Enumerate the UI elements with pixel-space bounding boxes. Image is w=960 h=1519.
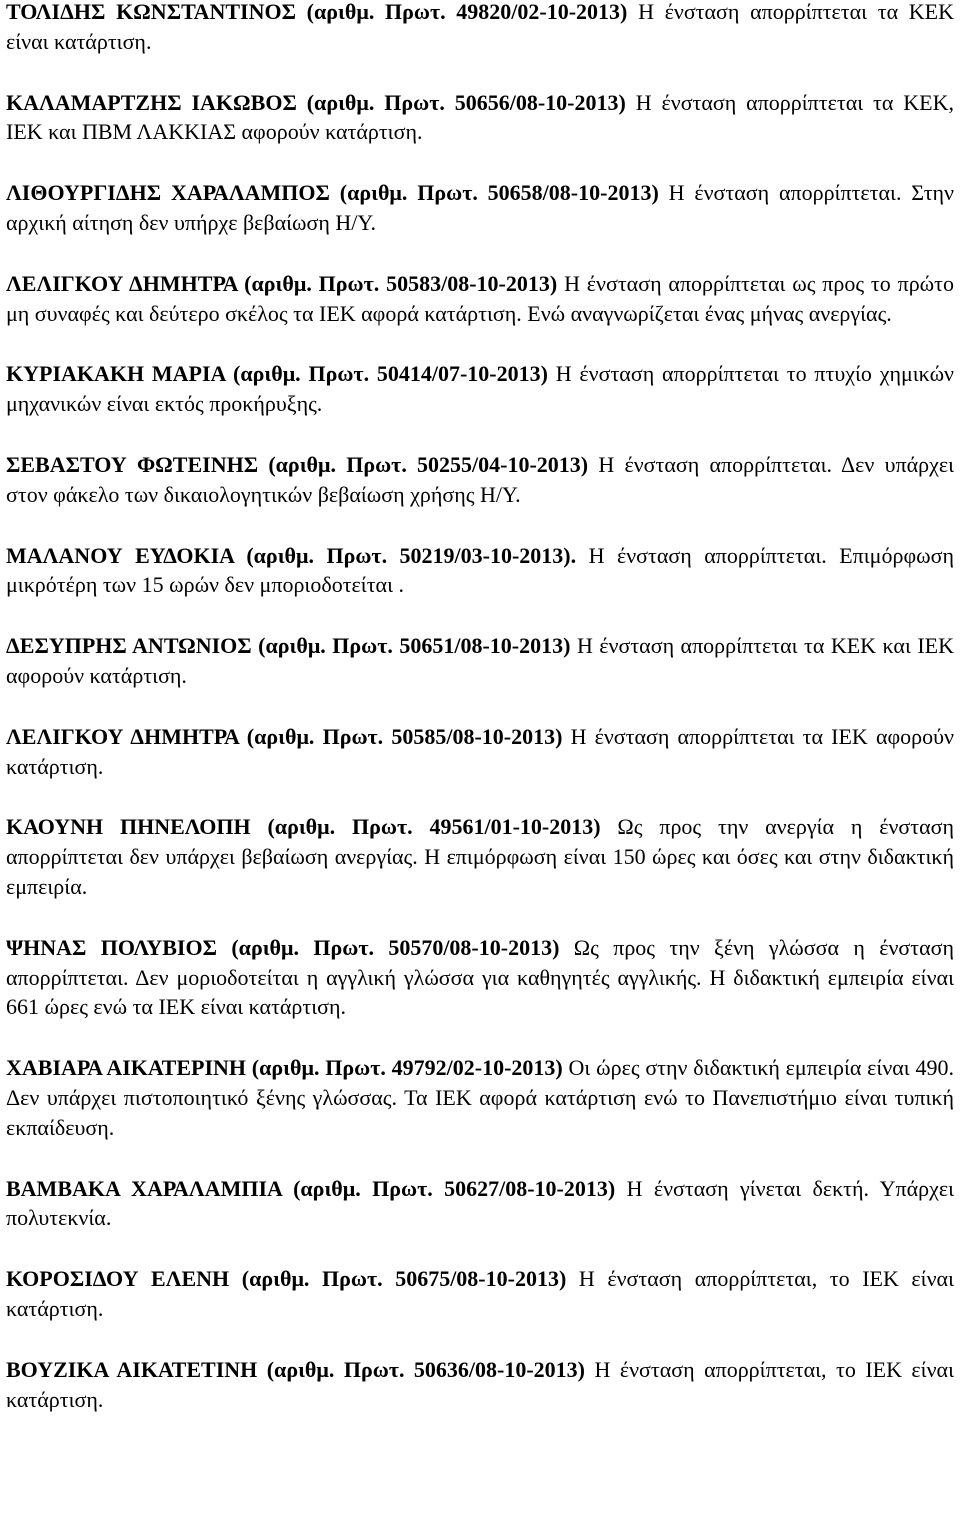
decision-list <box>6 0 954 1445</box>
applicant-heading: ΜΑΛΑΝΟΥ ΕΥΔΟΚΙΑ (αριθμ. Πρωτ. 50219/03-10-2013). <box>6 542 577 568</box>
decision-entry <box>6 269 954 329</box>
decision-entry <box>6 541 954 601</box>
decision-text: Η ένσταση απορρίπτεται το πτυχίο χημικών μηχανικών είναι εκτός προκήρυξης. <box>6 361 955 417</box>
decision-text: Η ένσταση απορρίπτεται. Στην αρχική αίτηση δεν υπήρχε βεβαίωση Η/Υ. <box>6 180 954 235</box>
decision-entry <box>6 450 954 510</box>
applicant-heading: ΤΟΛΙΔΗΣ ΚΩΝΣΤΑΝΤΙΝΟΣ (αριθμ. Πρωτ. 49820/02-10-2013) <box>6 0 628 24</box>
decision-text: Η ένσταση απορρίπτεται ως προς το πρώτο μη συναφές και δεύτερο σκέλος τα ΙΕΚ αφορά κατάρτιση. Ενώ αναγνωρίζεται ένας μήνας ανεργίας. <box>6 270 955 326</box>
applicant-heading: ΚΟΡΟΣΙΔΟΥ ΕΛΕΝΗ (αριθμ. Πρωτ. 50675/08-10-2013) <box>6 1266 567 1292</box>
applicant-heading: ΔΕΣΥΠΡΗΣ ΑΝΤΩΝΙΟΣ (αριθμ. Πρωτ. 50651/08-10-2013) <box>6 633 571 659</box>
applicant-heading: ΚΥΡΙΑΚΑΚΗ ΜΑΡΙΑ (αριθμ. Πρωτ. 50414/07-10-2013) <box>6 361 548 387</box>
decision-entry <box>6 1174 954 1234</box>
applicant-heading: ΛΕΛΙΓΚΟΥ ΔΗΜΗΤΡΑ (αριθμ. Πρωτ. 50583/08-10-2013) <box>6 270 558 296</box>
decision-entry <box>6 0 954 57</box>
decision-entry <box>6 933 954 1022</box>
applicant-heading: ΒΑΜΒΑΚΑ ΧΑΡΑΛΑΜΠΙΑ (αριθμ. Πρωτ. 50627/08-10-2013) <box>6 1175 616 1201</box>
applicant-heading: ΣΕΒΑΣΤΟΥ ΦΩΤΕΙΝΗΣ (αριθμ. Πρωτ. 50255/04-10-2013) <box>6 451 589 477</box>
decision-entry <box>6 88 954 148</box>
decision-text: Η ένσταση απορρίπτεται, το ΙΕΚ είναι κατάρτιση. <box>6 1356 954 1412</box>
applicant-heading: ΧΑΒΙΑΡΑ ΑΙΚΑΤΕΡΙΝΗ (αριθμ. Πρωτ. 49792/02-10-2013) <box>6 1055 563 1081</box>
decision-entry <box>6 1053 954 1142</box>
decision-entry <box>6 812 954 901</box>
decision-text: Οι ώρες στην διδακτική εμπειρία είναι 490. Δεν υπάρχει πιστοποιητικό ξένης γλώσσας. Τα ΙΕΚ αφορά κατάρτιση ενώ το Πανεπιστήμιο είναι τυπική εκπαίδευση. <box>6 1055 955 1140</box>
decision-text: Η ένσταση γίνεται δεκτή. Υπάρχει πολυτεκνία. <box>6 1175 955 1231</box>
applicant-heading: ΨΗΝΑΣ ΠΟΛΥΒΙΟΣ (αριθμ. Πρωτ. 50570/08-10-2013) <box>6 934 560 960</box>
decision-text: Η ένσταση απορρίπτεται. Επιμόρφωση μικρότέρη των 15 ωρών δεν μποριοδοτείται . <box>6 542 954 598</box>
decision-entry <box>6 1264 954 1324</box>
decision-entry <box>6 631 954 691</box>
decision-entry <box>6 1355 954 1415</box>
decision-text: Ως προς την ξένη γλώσσα η ένσταση απορρίπτεται. Δεν μοριοδοτείται η αγγλική γλώσσα για καθηγητές αγγλικής. Η διδακτική εμπειρία είναι 661 ώρες ενώ τα ΙΕΚ είναι κατάρτιση. <box>6 934 955 1020</box>
decision-text: Η ένσταση απορρίπτεται τα ΙΕΚ αφορούν κατάρτιση. <box>6 723 955 779</box>
applicant-heading: ΚΑΛΑΜΑΡΤΖΗΣ ΙΑΚΩΒΟΣ (αριθμ. Πρωτ. 50656/08-10-2013) <box>6 89 626 115</box>
decision-entry <box>6 722 954 782</box>
decision-text: Η ένσταση απορρίπτεται τα ΚΕΚ είναι κατάρτιση. <box>6 0 955 54</box>
applicant-heading: ΒΟΥΖΙΚΑ ΑΙΚΑΤΕΤΙΝΗ (αριθμ. Πρωτ. 50636/08-10-2013) <box>6 1356 586 1382</box>
decision-text: Ως προς την ανεργία η ένσταση απορρίπτεται δεν υπάρχει βεβαίωση ανεργίας. Η επιμόρφωση είναι 150 ώρες και όσες και στην διδακτική εμπειρία. <box>6 814 955 899</box>
decision-entry <box>6 178 954 238</box>
applicant-heading: ΚΑΟΥΝΗ ΠΗΝΕΛΟΠΗ (αριθμ. Πρωτ. 49561/01-10-2013) <box>6 814 601 840</box>
decision-text: Η ένσταση απορρίπτεται. Δεν υπάρχει στον φάκελο των δικαιολογητικών βεβαίωση χρήσης Η/Υ. <box>6 451 954 507</box>
decision-text: Η ένσταση απορρίπτεται τα ΚΕΚ, ΙΕΚ και ΠΒΜ ΛΑΚΚΙΑΣ αφορούν κατάρτιση. <box>6 89 955 145</box>
applicant-heading: ΛΙΘΟΥΡΓΙΔΗΣ ΧΑΡΑΛΑΜΠΟΣ (αριθμ. Πρωτ. 50658/08-10-2013) <box>6 180 659 206</box>
decision-entry <box>6 359 954 419</box>
applicant-heading: ΛΕΛΙΓΚΟΥ ΔΗΜΗΤΡΑ (αριθμ. Πρωτ. 50585/08-10-2013) <box>6 723 563 749</box>
decision-text: Η ένσταση απορρίπτεται, το ΙΕΚ είναι κατάρτιση. <box>6 1266 954 1321</box>
decision-text: Η ένσταση απορρίπτεται τα ΚΕΚ και ΙΕΚ αφορούν κατάρτιση. <box>6 633 955 688</box>
